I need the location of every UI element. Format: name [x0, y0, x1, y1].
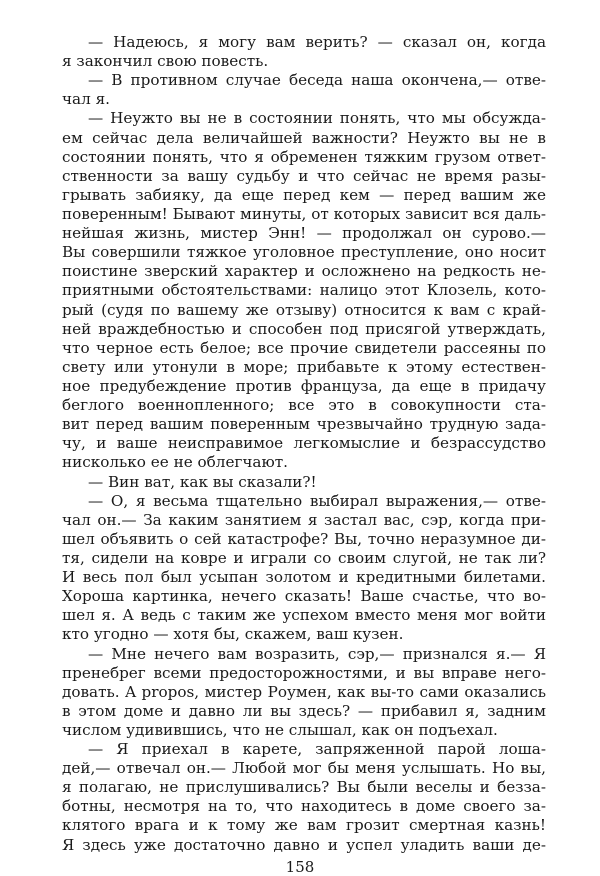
paragraph-first-line: — Вин ват, как вы сказали?! [88, 472, 317, 491]
text-line: нейшая жизнь, мистер Энн! — продолжал он сурово.— [62, 224, 546, 243]
text-line: ней враждебностью и способен под присягой утверждать, [62, 319, 546, 338]
text-line: чал я. [62, 90, 110, 109]
paragraph-first-line: — Неужто вы не в состоянии понять, что мы обсужда- [88, 109, 546, 128]
text-line: чал он.— За каким занятием я застал вас, сэр, когда при- [62, 510, 546, 529]
text-line: довать. A propos, мистер Роумен, как вы-то сами оказались [62, 682, 546, 701]
text-line: ботны, несмотря на то, что находитесь в доме своего за- [62, 797, 546, 816]
text-line: клятого врага и к тому же вам грозит смертная казнь! [62, 816, 546, 835]
text-line: Я здесь уже достаточно давно и успел уладить ваши де- [62, 835, 546, 854]
paragraph-first-line: — Надеюсь, я могу вам верить? — сказал он, когда [88, 33, 546, 51]
text-line: Вы совершили тяжкое уголовное преступление, оно носит [62, 243, 546, 262]
paragraph-first-line: — Я приехал в карете, запряженной парой лоша- [88, 740, 546, 759]
text-line: приятными обстоятельствами: налицо этот Клозель, кото- [62, 281, 546, 300]
text-line: числом удивившись, что не слышал, как он подъехал. [62, 720, 498, 739]
text-line: чу, и ваше неисправимое легкомыслие и безрассудство [62, 434, 546, 453]
text-line: И весь пол был усыпан золотом и кредитными билетами. [62, 568, 546, 587]
text-line: вит перед вашим поверенным чрезвычайно трудную зада- [62, 415, 546, 434]
book-page-text [62, 33, 546, 855]
text-line: ем сейчас дела величайшей важности? Неужто вы не в [62, 128, 546, 147]
page-number: 158 [285, 858, 315, 876]
text-line: свету или утонули в море; прибавьте к этому естествен- [62, 357, 546, 376]
paragraph-first-line: — Мне нечего вам возразить, сэр,— признался я.— Я [88, 644, 546, 663]
paragraph-first-line: — В противном случае беседа наша окончена,— отве- [88, 71, 546, 90]
text-line: я полагаю, не прислушивались? Вы были веселы и безза- [62, 778, 546, 797]
text-line: поверенным! Бывают минуты, от которых зависит вся даль- [62, 204, 546, 223]
text-line: шел я. А ведь с таким же успехом вместо меня мог войти [62, 606, 546, 625]
text-line: кто угодно — хотя бы, скажем, ваш кузен. [62, 625, 404, 644]
text-line: я закончил свою повесть. [62, 52, 269, 71]
text-line: грывать забияку, да еще перед кем — перед вашим же [62, 185, 546, 204]
text-line: поистине зверский характер и осложнено на редкость не- [62, 262, 546, 281]
text-line: нисколько ее не облегчают. [62, 453, 288, 472]
text-line: Хороша картинка, нечего сказать! Ваше счастье, что во- [62, 587, 546, 606]
text-line: в этом доме и давно ли вы здесь? — прибавил я, задним [62, 701, 546, 720]
text-line: шел объявить о сей катастрофе? Вы, точно неразумное ди- [62, 529, 546, 548]
text-line: пренебрег всеми предосторожностями, и вы вправе него- [62, 663, 546, 682]
text-line: ное предубеждение против француза, да еще в придачу [62, 376, 546, 395]
text-line: рый (судя по вашему же отзыву) относится к вам с край- [62, 300, 546, 319]
text-line: беглого военнопленного; все это в совокупности ста- [62, 396, 546, 415]
text-line: состоянии понять, что я обременен тяжким грузом ответ- [62, 147, 546, 166]
text-line: тя, сидели на ковре и играли со своим слугой, не так ли? [62, 548, 546, 567]
text-line: что черное есть белое; все прочие свидетели рассеяны по [62, 338, 546, 357]
paragraph-first-line: — О, я весьма тщательно выбирал выражения,— отве- [88, 491, 546, 510]
text-line: дей,— отвечал он.— Любой мог бы меня услышать. Но вы, [62, 759, 546, 778]
text-line: ственности за вашу судьбу и что сейчас не время разы- [62, 166, 546, 185]
